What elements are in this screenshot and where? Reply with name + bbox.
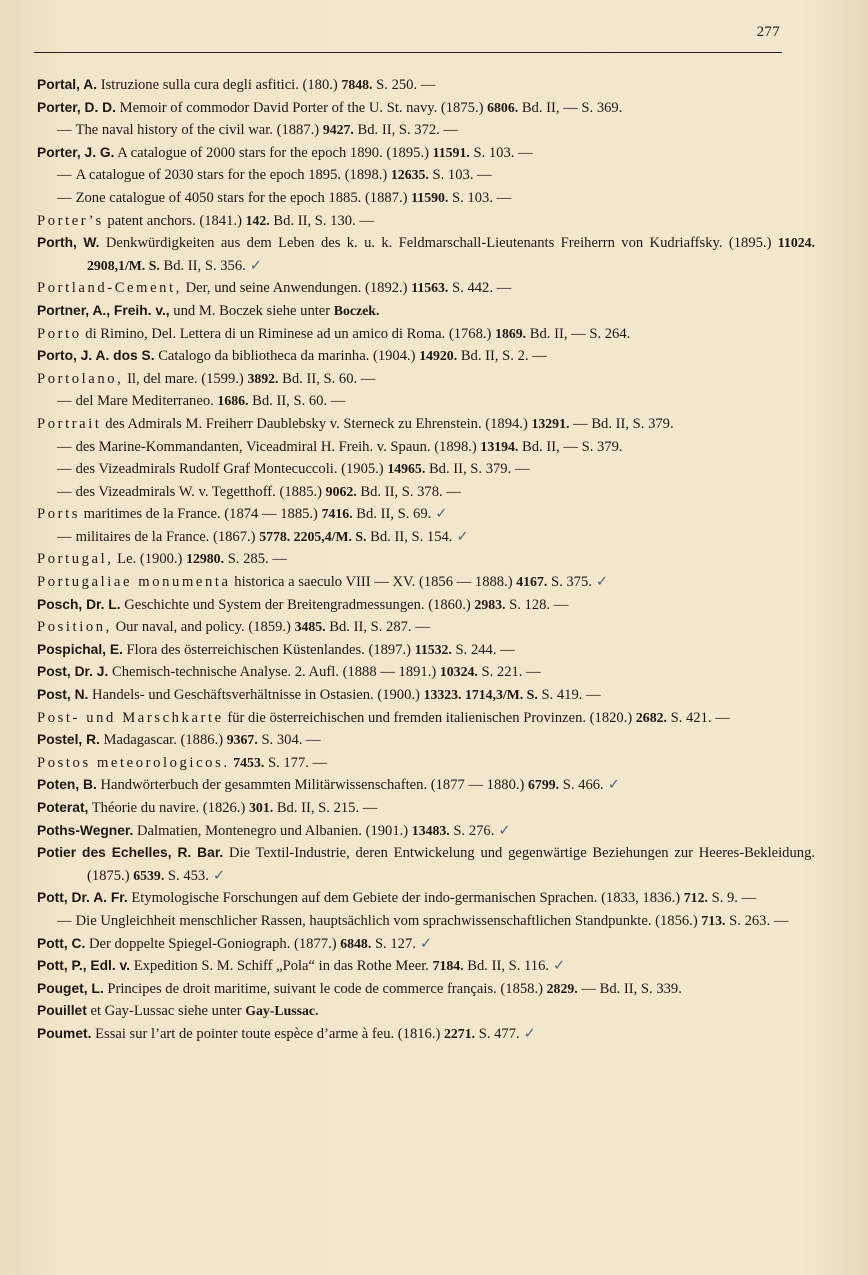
- entry-title: Dalmatien, Montenegro und Albanien. (1901.): [137, 822, 409, 839]
- entry-heading: Ports: [37, 506, 81, 523]
- entry-reference: Bd. II, S. 372. —: [357, 122, 459, 139]
- entry-number: 7184.: [432, 958, 464, 974]
- entry-reference: Bd. II, — S. 379.: [522, 438, 623, 455]
- entry-title: für die österreichischen und fremden italienischen Provinzen. (1820.): [227, 709, 633, 726]
- entry-reference: Bd. II, S. 60. —: [252, 393, 346, 410]
- entry-reference: Bd. II, S. 69.: [356, 506, 432, 523]
- entry-reference: Bd. II, S. 215. —: [276, 800, 378, 816]
- catalog-subentry: [37, 458, 815, 481]
- catalog-entry: [37, 933, 815, 956]
- entry-number: 14965.: [387, 461, 426, 477]
- catalog-entry: [37, 639, 815, 662]
- catalog-entry: [37, 887, 815, 910]
- entry-title: maritimes de la France. (1874 — 1885.): [83, 506, 318, 523]
- entry-number: 7453.: [233, 754, 265, 770]
- catalog-entry: [37, 707, 815, 730]
- entry-title: Essai sur l’art de pointer toute espèce d’arme à feu. (1816.): [95, 1025, 441, 1042]
- entry-number: 13483.: [411, 822, 450, 838]
- entry-heading: Porter, J. G.: [37, 144, 115, 160]
- catalog-subentry: [37, 526, 815, 549]
- entry-number: 2983.: [474, 596, 506, 612]
- entry-reference: S. 244. —: [455, 641, 515, 658]
- entry-number: 713.: [701, 912, 726, 928]
- entry-number: 7416.: [321, 506, 353, 522]
- entry-number: 712.: [683, 890, 708, 906]
- entry-number: 13323. 1714,3/M. S.: [423, 687, 538, 703]
- entry-title: Handwörterbuch der gesammten Militärwissenschaften. (1877 — 1880.): [100, 777, 525, 794]
- entry-heading: Portner, A., Freih. v.,: [37, 302, 170, 318]
- entry-title: Principes de droit maritime, suivant le code de commerce français. (1858.): [107, 980, 543, 997]
- entry-title: di Rimino, Del. Lettera di un Riminese ad un amico di Roma. (1768.): [85, 325, 492, 342]
- check-mark-icon: ✓: [456, 527, 469, 545]
- entry-title: Chemisch-technische Analyse. 2. Aufl. (1888 — 1891.): [111, 664, 437, 681]
- catalog-entry: [37, 232, 815, 277]
- entry-reference: Bd. II, S. 116.: [467, 958, 550, 975]
- catalog-entry: [37, 729, 815, 752]
- check-mark-icon: ✓: [212, 866, 226, 884]
- entry-heading: Porto: [37, 325, 82, 342]
- entry-title: A catalogue of 2000 stars for the epoch 1890. (1895.): [117, 144, 429, 161]
- entry-title: Handels- und Geschäftsverhältnisse in Ostasien. (1900.): [92, 687, 420, 704]
- catalog-entry: [37, 210, 815, 233]
- entry-heading: Portal, A.: [37, 77, 98, 92]
- entry-reference: Bd. II, S. 378. —: [360, 483, 461, 500]
- catalog-entry: [37, 548, 815, 571]
- entry-reference: Bd. II, — S. 264.: [529, 325, 631, 342]
- catalog-entry: [37, 413, 815, 436]
- check-mark-icon: ✓: [435, 505, 448, 523]
- entry-number: 12635.: [390, 167, 429, 183]
- ditto-dash: —: [57, 438, 72, 455]
- check-mark-icon: ✓: [595, 573, 609, 591]
- entry-heading: Portugal,: [37, 551, 114, 568]
- catalog-entry: [37, 752, 815, 775]
- entry-title: Die Ungleichheit menschlicher Rassen, hauptsächlich vom sprachwissenschaftlichen Standpunkte. (1856.): [75, 912, 698, 929]
- entry-title: des Marine-Kommandanten, Viceadmiral H. Freih. v. Spaun. (1898.): [75, 438, 477, 455]
- entry-heading: Porter, D. D.: [37, 99, 116, 115]
- entry-reference: S. 285. —: [227, 551, 287, 568]
- entry-title: Etymologische Forschungen auf dem Gebiete der indo-germanischen Sprachen. (1833, 1836.): [131, 890, 681, 907]
- entry-number: 9427.: [322, 122, 354, 138]
- entry-title: Denkwürdigkeiten aus dem Leben des k. u. k. Feldmarschall-Lieutenants Freiherrn von Kudriaffsky. (1895.): [105, 235, 772, 252]
- entry-heading: Poten, B.: [37, 777, 97, 793]
- entry-number: 11532.: [414, 641, 452, 657]
- entry-title: Expedition S. M. Schiff „Pola“ in das Rothe Meer.: [133, 958, 429, 975]
- entry-reference: Bd. II, S. 287. —: [329, 619, 430, 636]
- check-mark-icon: ✓: [249, 256, 263, 274]
- entry-heading: Porter’s: [37, 212, 104, 229]
- entry-reference: S. 103. —: [432, 167, 492, 184]
- entry-reference: Bd. II, S. 379. —: [428, 461, 530, 478]
- catalog-subentry: [37, 164, 815, 187]
- entry-reference: S. 177. —: [267, 754, 328, 771]
- entry-title: des Vizeadmirals Rudolf Graf Montecuccoli. (1905.): [75, 461, 384, 478]
- catalog-entry: [37, 774, 815, 797]
- entry-reference: S. 127.: [374, 935, 416, 952]
- entry-reference: S. 421. —: [670, 709, 730, 726]
- catalog-entry: [37, 594, 815, 617]
- entry-number: 13291.: [531, 415, 570, 431]
- entry-title: Geschichte und System der Breitengradmessungen. (1860.): [124, 596, 471, 613]
- page-number: 277: [756, 24, 780, 40]
- entry-reference: S. 250. —: [376, 77, 436, 93]
- entry-heading: Porto, J. A. dos S.: [37, 348, 155, 364]
- entry-heading: Post- und Marschkarte: [37, 709, 224, 726]
- entry-number: 11591.: [432, 144, 470, 160]
- entry-title: patent anchors. (1841.): [107, 212, 242, 229]
- entry-heading: Pouillet: [37, 1003, 87, 1019]
- entry-number: Boczek.: [333, 302, 380, 318]
- catalog-subentry: [37, 436, 815, 459]
- entry-reference: S. 276.: [453, 822, 495, 839]
- entry-heading: Pott, C.: [37, 935, 86, 951]
- catalog-entry: [37, 97, 815, 120]
- catalog-subentry: [37, 390, 815, 413]
- catalog-entry: [37, 797, 815, 820]
- catalog-entry: [37, 571, 815, 594]
- catalog-entry: [37, 616, 815, 639]
- ditto-dash: —: [57, 393, 72, 410]
- entry-title: Der doppelte Spiegel-Goniograph. (1877.): [88, 935, 337, 952]
- entry-heading: Poths-Wegner.: [37, 822, 134, 838]
- entry-heading: Potier des Echelles, R. Bar.: [37, 845, 224, 861]
- entry-number: 12980.: [186, 551, 225, 567]
- entry-number: 5778. 2205,4/M. S.: [259, 528, 367, 544]
- entry-number: Gay-Lussac.: [245, 1003, 319, 1019]
- catalog-entry: [37, 323, 815, 346]
- ditto-dash: —: [57, 189, 72, 206]
- check-mark-icon: ✓: [498, 821, 511, 839]
- catalog-entry: [37, 503, 815, 526]
- entry-reference: Bd. II, S. 60. —: [282, 370, 376, 387]
- entry-heading: Posch, Dr. L.: [37, 596, 121, 612]
- entry-heading: Poterat,: [37, 800, 89, 815]
- entry-heading: Position,: [37, 619, 112, 636]
- entry-number: 1869.: [495, 325, 527, 341]
- entry-number: 301.: [249, 800, 274, 815]
- entry-list: [37, 74, 815, 1046]
- entry-title: Flora des österreichischen Küstenlandes. (1897.): [126, 641, 412, 658]
- catalog-subentry: [37, 187, 815, 210]
- catalog-entry: [37, 842, 815, 887]
- catalog-entry: [37, 74, 815, 97]
- entry-title: Memoir of commodor David Porter of the U. St. navy. (1875.): [119, 99, 484, 116]
- entry-number: 9367.: [226, 732, 258, 748]
- entry-heading: Postel, R.: [37, 732, 100, 748]
- catalog-entry: [37, 345, 815, 368]
- entry-number: 6799.: [528, 777, 560, 793]
- entry-reference: S. 477.: [478, 1025, 520, 1042]
- entry-heading: Pouget, L.: [37, 980, 104, 996]
- entry-reference: S. 453.: [167, 867, 209, 884]
- entry-reference: Bd. II, — S. 369.: [521, 99, 623, 116]
- entry-reference: S. 375.: [550, 574, 592, 591]
- ditto-dash: —: [57, 912, 72, 929]
- entry-title: Die Textil-Industrie, deren Entwickelung und gegenwärtige Beziehungen zur Heeres-Bekleidung. (1875.): [87, 845, 816, 884]
- entry-title: Istruzione sulla cura degli asfitici. (180.): [100, 77, 338, 93]
- catalog-entry: [37, 978, 815, 1001]
- catalog-subentry: [37, 119, 815, 142]
- check-mark-icon: ✓: [419, 934, 433, 952]
- entry-title: Der, und seine Anwendungen. (1892.): [185, 280, 408, 297]
- entry-heading: Pott, P., Edl. v.: [37, 958, 131, 974]
- entry-heading: Post, N.: [37, 687, 89, 703]
- entry-reference: S. 263. —: [729, 912, 789, 929]
- entry-title: Madagascar. (1886.): [103, 732, 224, 749]
- entry-number: 13194.: [480, 438, 519, 454]
- ditto-dash: —: [57, 461, 72, 478]
- entry-title: militaires de la France. (1867.): [75, 528, 256, 545]
- entry-heading: Postos meteorologicos.: [37, 754, 230, 771]
- ditto-dash: —: [57, 122, 72, 139]
- catalog-entry: [37, 368, 815, 391]
- entry-title: del Mare Mediterraneo.: [75, 393, 214, 410]
- entry-reference: Bd. II, S. 2. —: [460, 348, 547, 365]
- catalog-entry: [37, 300, 815, 323]
- entry-title: historica a saeculo VIII — XV. (1856 — 1888.): [234, 574, 513, 591]
- entry-reference: S. 442. —: [452, 280, 512, 297]
- entry-title: Our naval, and policy. (1859.): [115, 619, 291, 636]
- entry-heading: Portland-Cement,: [37, 280, 182, 297]
- entry-number: 10324.: [439, 664, 478, 680]
- header-rule: [34, 52, 782, 53]
- entry-reference: S. 419. —: [541, 687, 601, 704]
- check-mark-icon: ✓: [553, 957, 566, 975]
- entry-title: und M. Boczek siehe unter: [173, 302, 331, 319]
- entry-number: 6848.: [340, 935, 372, 951]
- ditto-dash: —: [57, 528, 72, 545]
- entry-title: et Gay-Lussac siehe unter: [90, 1003, 242, 1020]
- entry-reference: S. 128. —: [509, 596, 569, 613]
- catalog-entry: [37, 955, 815, 978]
- entry-reference: S. 466.: [562, 777, 604, 794]
- catalog-subentry: [37, 481, 815, 504]
- entry-reference: — Bd. II, S. 379.: [573, 415, 674, 432]
- entry-heading: Portrait: [37, 415, 102, 432]
- entry-title: A catalogue of 2030 stars for the epoch 1895. (1898.): [75, 167, 388, 184]
- entry-number: 9062.: [325, 483, 357, 499]
- catalog-entry: [37, 1000, 815, 1023]
- entry-title: The naval history of the civil war. (1887.): [75, 122, 320, 139]
- entry-number: 6539.: [133, 867, 165, 883]
- entry-title: Théorie du navire. (1826.): [91, 800, 246, 816]
- entry-title: Catalogo da bibliotheca da marinha. (1904.): [158, 348, 416, 365]
- entry-heading: Porth, W.: [37, 235, 100, 251]
- entry-heading: Poumet.: [37, 1025, 92, 1041]
- entry-heading: Post, Dr. J.: [37, 664, 109, 680]
- entry-reference: — Bd. II, S. 339.: [581, 980, 682, 997]
- entry-number: 14920.: [419, 348, 458, 364]
- catalog-entry: [37, 142, 815, 165]
- entry-reference: S. 221. —: [481, 664, 541, 681]
- entry-reference: Bd. II, S. 356.: [163, 257, 246, 274]
- entry-number: 6806.: [487, 99, 519, 115]
- entry-number: 2271.: [444, 1025, 476, 1041]
- entry-number: 11590.: [411, 189, 449, 205]
- entry-number: 1686.: [217, 393, 249, 409]
- ditto-dash: —: [57, 167, 72, 184]
- entry-reference: S. 103. —: [452, 189, 512, 206]
- catalog-entry: [37, 820, 815, 843]
- check-mark-icon: ✓: [607, 776, 620, 794]
- entry-heading: Pott, Dr. A. Fr.: [37, 890, 128, 906]
- entry-number: 2829.: [546, 980, 578, 996]
- entry-number: 4167.: [516, 574, 548, 590]
- entry-heading: Portolano,: [37, 370, 124, 387]
- entry-reference: S. 103. —: [473, 144, 533, 161]
- entry-title: Il, del mare. (1599.): [127, 370, 244, 387]
- entry-title: Le. (1900.): [117, 551, 183, 568]
- entry-title: des Admirals M. Freiherr Daublebsky v. Sterneck zu Ehrenstein. (1894.): [105, 415, 528, 432]
- entry-heading: Pospichal, E.: [37, 641, 123, 657]
- catalog-entry: [37, 684, 815, 707]
- entry-number: 7848.: [341, 77, 373, 92]
- check-mark-icon: ✓: [523, 1024, 536, 1042]
- entry-number: 142.: [245, 212, 270, 228]
- entry-number: 3485.: [294, 619, 326, 635]
- entry-heading: Portugaliae monumenta: [37, 574, 231, 591]
- entry-number: 11563.: [411, 280, 449, 296]
- entry-title: Zone catalogue of 4050 stars for the epoch 1885. (1887.): [75, 189, 408, 206]
- catalog-entry: [37, 277, 815, 300]
- entry-number: 3892.: [247, 370, 279, 386]
- entry-reference: Bd. II, S. 130. —: [273, 212, 374, 229]
- entry-reference: S. 304. —: [261, 732, 321, 749]
- entry-reference: S. 9. —: [711, 890, 757, 907]
- catalog-subentry: [37, 910, 815, 933]
- ditto-dash: —: [57, 483, 72, 500]
- entry-number: 11024. 2908,1/M. S.: [87, 235, 815, 273]
- entry-reference: Bd. II, S. 154.: [370, 528, 453, 545]
- entry-title: des Vizeadmirals W. v. Tegetthoff. (1885.): [75, 483, 323, 500]
- catalog-entry: [37, 1023, 815, 1046]
- entry-number: 2682.: [635, 709, 667, 725]
- catalog-entry: [37, 661, 815, 684]
